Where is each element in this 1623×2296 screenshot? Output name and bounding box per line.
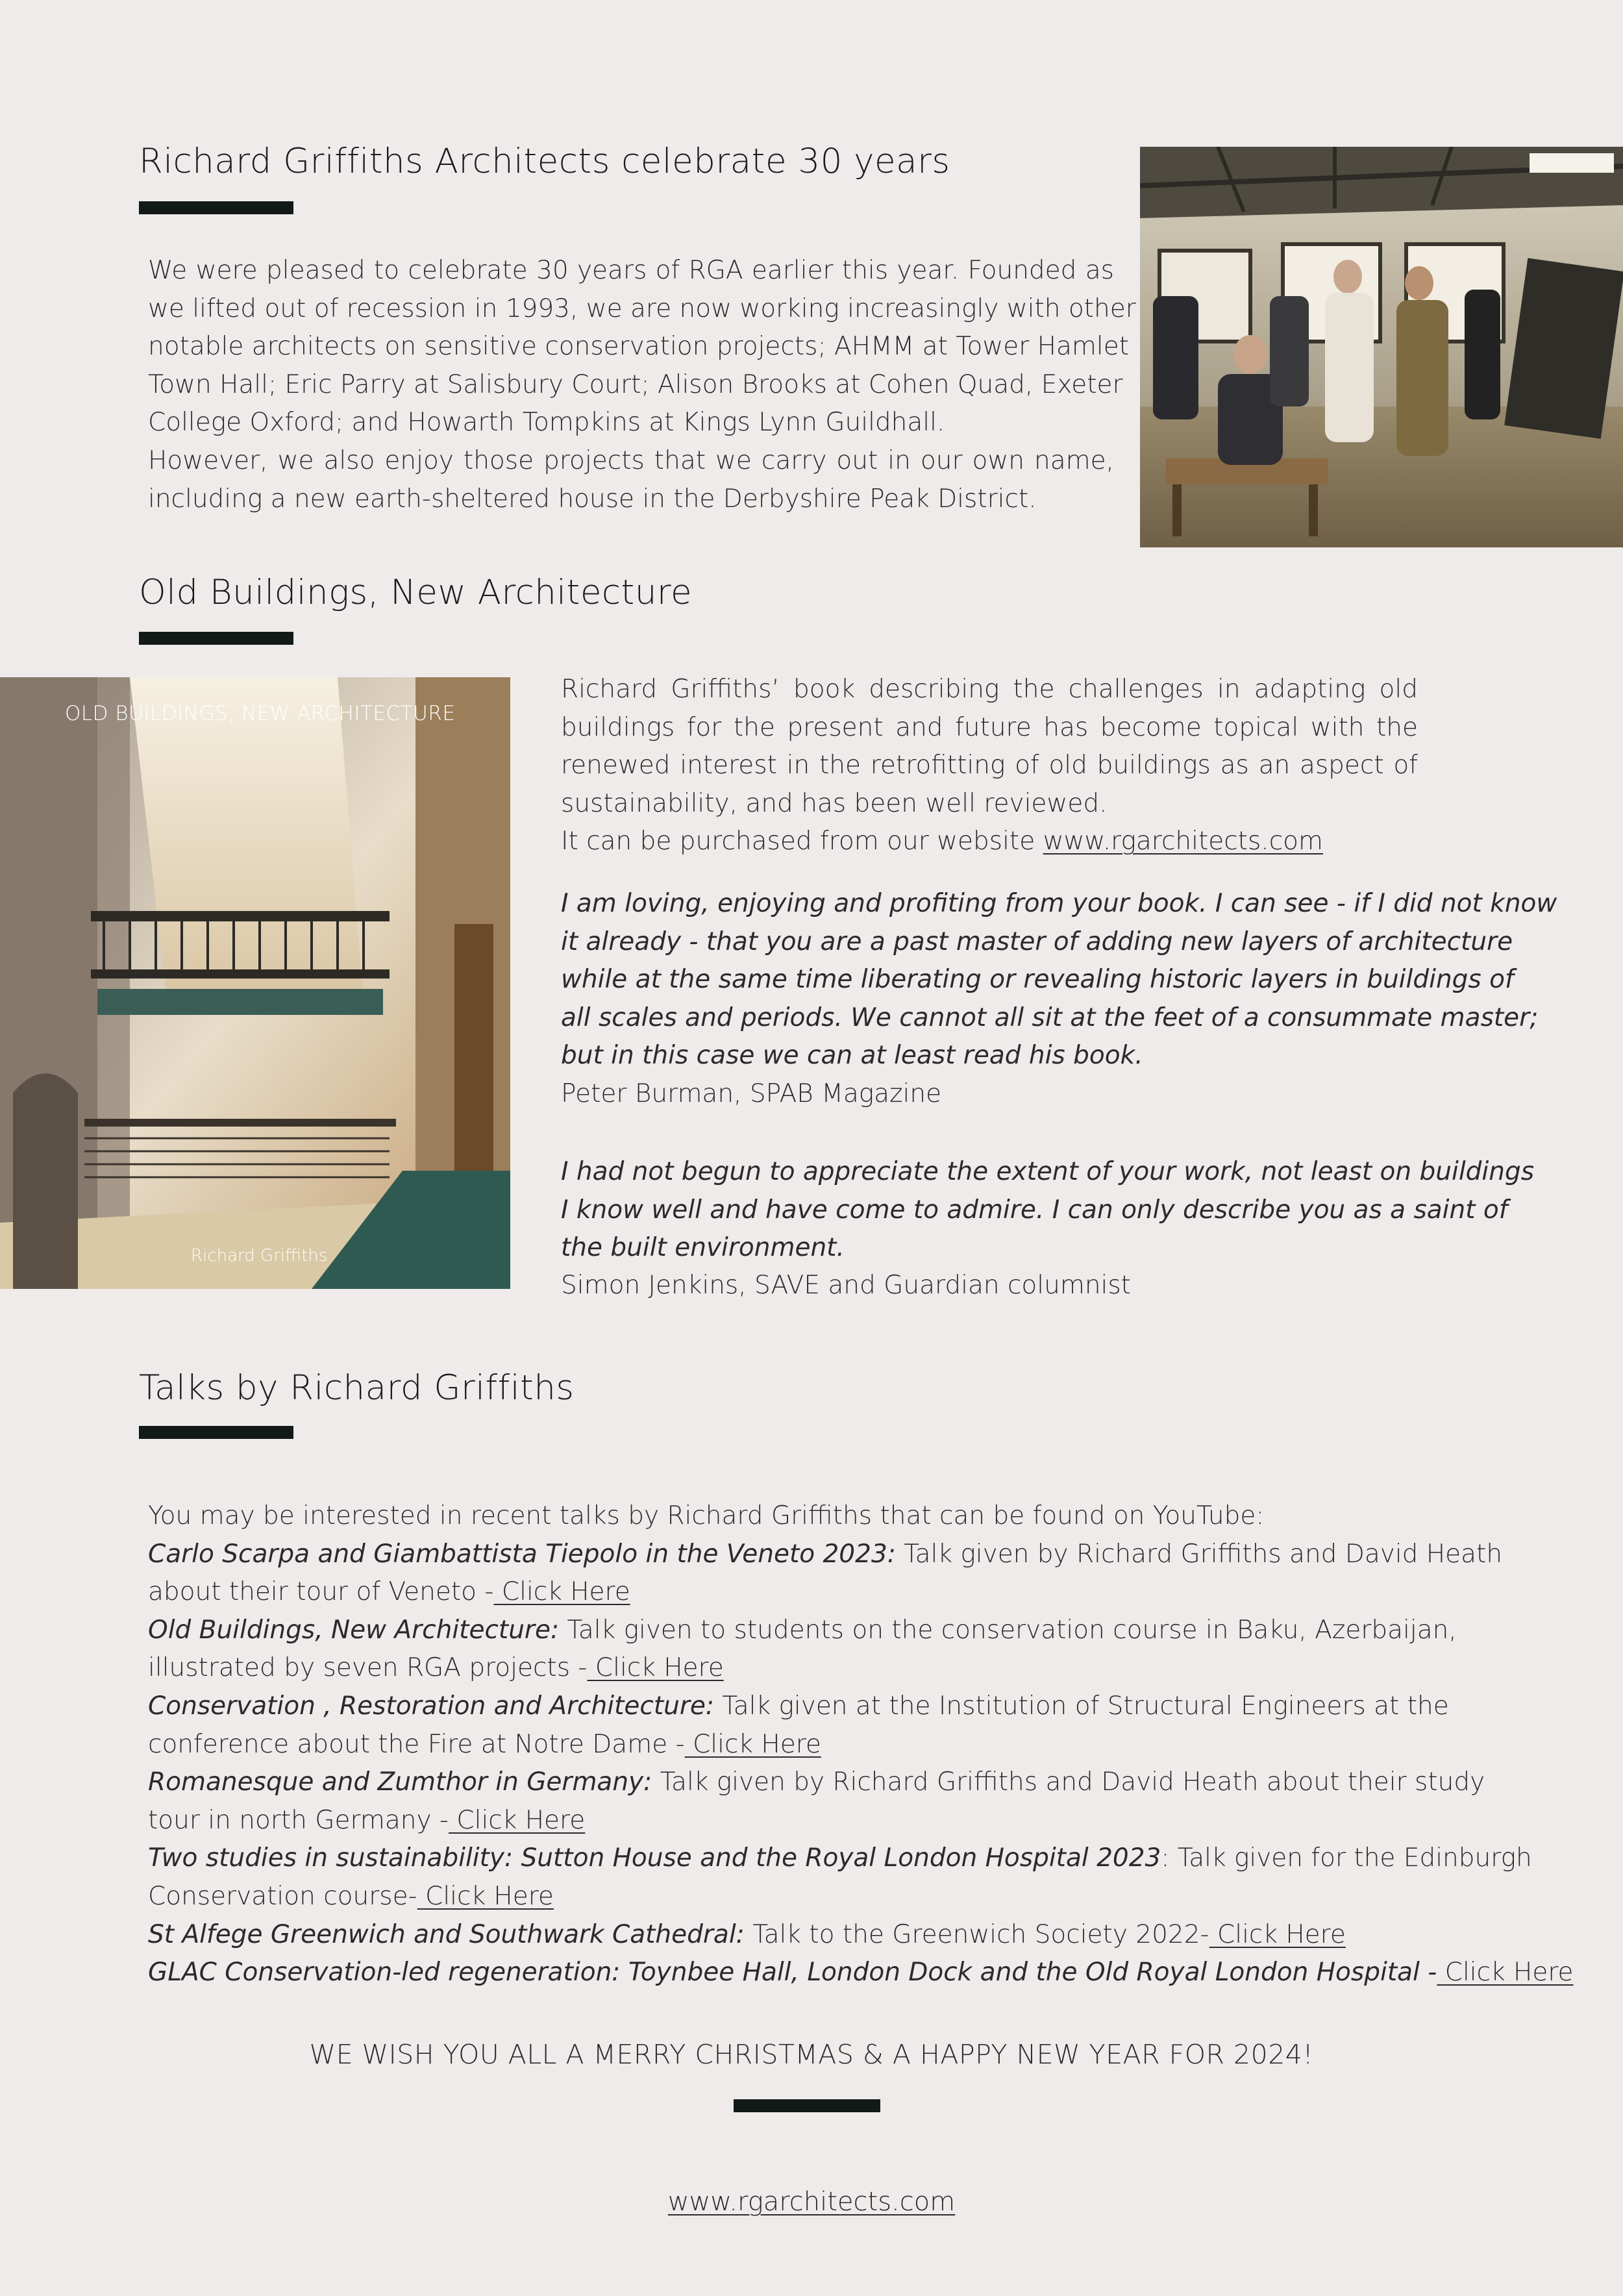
talk-link-greenwich[interactable] [1209,1920,1346,1949]
quote-2-author: Simon Jenkins, SAVE and Guardian columnist [561,1271,1131,1300]
talk-description: conference about the Fire at Notre Dame - [148,1729,685,1759]
section1-line: College Oxford; and Howarth Tompkins at Kings Lynn Guildhall. [148,408,945,438]
book-description-line: renewed interest in the retrofitting of old buildings as an aspect of [561,751,1418,780]
click-here-label: Click Here [1444,1958,1574,1988]
click-here-label: Click Here [501,1577,630,1607]
section-title-30-years: Richard Griffiths Architects celebrate 30 years [139,142,950,181]
talk-link-baku[interactable] [587,1653,723,1682]
talk-description: Talk to the Greenwich Society 2022- [744,1919,1209,1949]
book-description-line: sustainability, and has been well reviewed. [561,788,1108,818]
section1-line: we lifted out of recession in 1993, we are now working increasingly with other [148,293,1136,323]
book-description [561,671,1418,861]
talk-description: illustrated by seven RGA projects - [148,1653,588,1683]
purchase-text: It can be purchased from our website [561,827,1043,856]
section-title-talks: Talks by Richard Griffiths [139,1368,575,1408]
talk-item-line [148,1649,1428,1688]
review-quote-2 [561,1153,1535,1267]
footer-bar [734,2099,880,2112]
section1-line: including a new earth-sheltered house in the Derbyshire Peak District. [148,484,1037,514]
click-here-label: Click Here [595,1653,724,1683]
talk-item-line [148,1726,1428,1764]
book-cover [0,677,510,1289]
book-cover-illustration [0,677,510,1289]
review-quote-1 [561,885,1557,1075]
talk-title: GLAC Conservation-led regeneration: Toynbee Hall, London Dock and the Old Royal London Hospital - [148,1958,1437,1988]
quote-line: the built environment. [561,1233,845,1263]
book-cover-title: OLD BUILDINGS, NEW ARCHITECTURE [65,702,456,725]
talk-item-line [148,1612,1457,1650]
click-here-label: Click Here [456,1805,586,1835]
talk-description: tour in north Germany - [148,1805,449,1835]
talks-intro: You may be interested in recent talks by Richard Griffiths that can be found on YouTube: [148,1501,1265,1530]
talk-link-sustainability[interactable] [417,1882,554,1911]
talk-item-line [148,1536,1503,1574]
talk-item-line [148,1916,1428,1954]
quote-1-author: Peter Burman, SPAB Magazine [561,1079,942,1108]
talk-title: Two studies in sustainability: Sutton House and the Royal London Hospital 2023 [148,1843,1161,1873]
talk-link-germany[interactable] [449,1806,585,1835]
talk-description: Conservation course- [148,1881,417,1911]
talk-item-line [148,1802,1428,1840]
event-photo-illustration [1140,147,1623,547]
section1-line: notable architects on sensitive conservation projects; AHMM at Tower Hamlet [148,332,1129,362]
quote-line: while at the same time liberating or revealing historic layers in buildings of [561,965,1514,995]
talk-title: Old Buildings, New Architecture: [148,1615,560,1645]
talk-title: Conservation , Restoration and Architecture: [148,1691,715,1721]
book-description-line: buildings for the present and future has become topical with the [561,712,1418,742]
section-title-old-buildings: Old Buildings, New Architecture [139,573,693,612]
talk-description: Talk given to students on the conservation course in Baku, Azerbaijan, [559,1615,1457,1645]
talk-item-line [148,1764,1485,1802]
click-here-label: Click Here [693,1729,821,1759]
talk-description: Talk given by Richard Griffiths and David Heath about their study [652,1767,1485,1797]
talk-link-notre-dame[interactable] [685,1730,821,1759]
footer-website-wrapper [0,2187,1623,2217]
talk-title: Carlo Scarpa and Giambattista Tiepolo in the Veneto 2023: [148,1539,896,1569]
quote-line: all scales and periods. We cannot all sit at the feet of a consummate master; [561,1003,1539,1032]
quote-line: I had not begun to appreciate the extent of your work, not least on buildings [561,1157,1535,1186]
talk-item-line [148,1573,1428,1612]
title-underline-bar [139,201,293,214]
quote-line: I am loving, enjoying and profiting from your book. I can see - if I did not know [561,889,1557,918]
talk-description: about their tour of Veneto - [148,1577,494,1607]
talk-item-line [148,1878,1428,1916]
talk-item-line [148,1954,1574,1992]
talk-title: St Alfege Greenwich and Southwark Cathedral: [148,1919,745,1949]
section1-line: However, we also enjoy those projects that we carry out in our own name, [148,445,1114,475]
talk-item-line [148,1840,1532,1878]
book-cover-author: Richard Griffiths [191,1246,328,1266]
celebration-event-photo [1140,147,1623,547]
talks-list [148,1497,1574,1992]
talk-description: Talk given by Richard Griffiths and David Heath [895,1539,1503,1569]
holiday-greeting: WE WISH YOU ALL A MERRY CHRISTMAS & A HAPPY NEW YEAR FOR 2024! [309,2039,1314,2070]
footer-website-link[interactable]: www.rgarchitects.com [667,2187,956,2217]
section1-paragraph [148,252,1136,518]
purchase-website-link[interactable]: www.rgarchitects.com [1043,827,1323,856]
quote-line: but in this case we can at least read his book. [561,1041,1143,1071]
talk-link-glac[interactable] [1437,1958,1573,1987]
talk-item-line [148,1688,1449,1726]
click-here-label: Click Here [1217,1919,1346,1949]
book-description-line: Richard Griffiths’ book describing the challenges in adapting old [561,675,1418,704]
talk-description: : Talk given for the Edinburgh [1161,1843,1532,1873]
talk-description: Talk given at the Institution of Structural Engineers at the [714,1691,1449,1721]
section1-line: Town Hall; Eric Parry at Salisbury Court; Alison Brooks at Cohen Quad, Exeter [148,369,1123,399]
quote-line: it already - that you are a past master of adding new layers of architecture [561,927,1513,956]
talk-title: Romanesque and Zumthor in Germany: [148,1767,652,1797]
title-underline-bar [139,1426,293,1439]
quote-line: I know well and have come to admire. I can only describe you as a saint of [561,1195,1508,1225]
title-underline-bar [139,632,293,645]
click-here-label: Click Here [425,1881,554,1911]
talk-link-veneto[interactable] [493,1577,630,1606]
section1-line: We were pleased to celebrate 30 years of RGA earlier this year. Founded as [148,256,1114,285]
purchase-line [561,823,1418,861]
